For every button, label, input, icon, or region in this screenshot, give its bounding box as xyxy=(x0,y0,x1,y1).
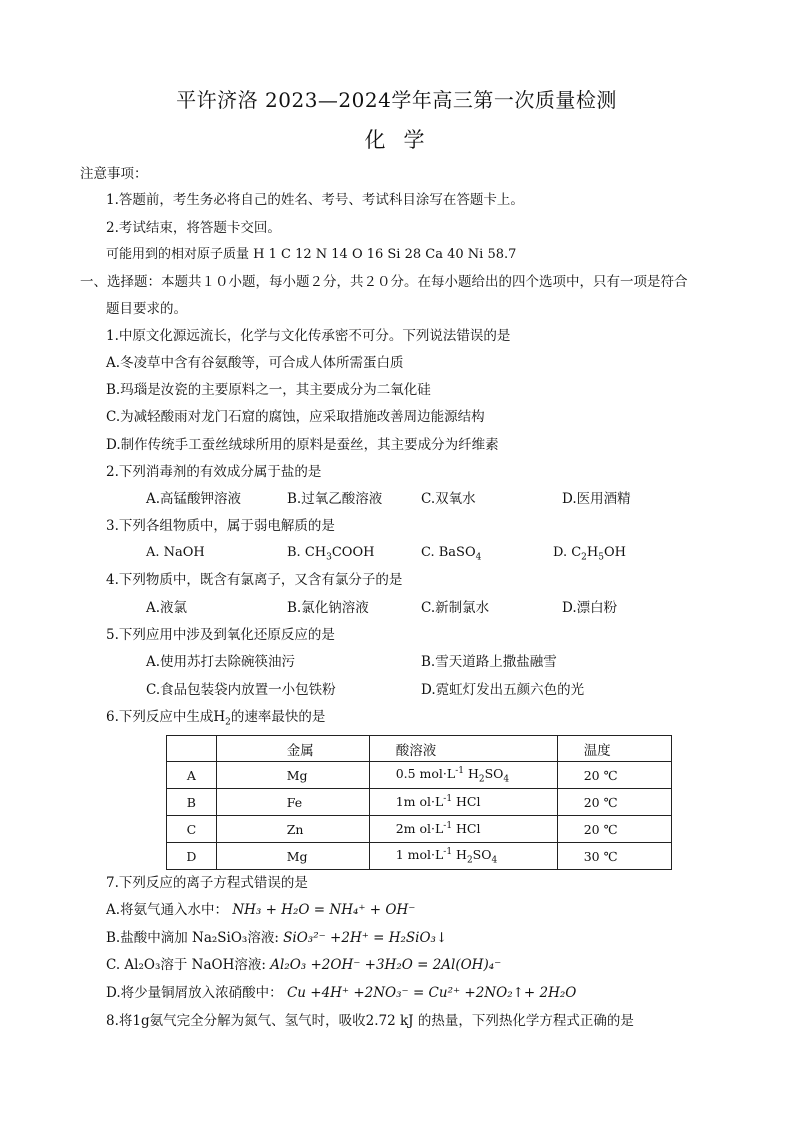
row-label: B xyxy=(167,789,217,816)
acid-sub1: 2 xyxy=(478,774,485,785)
q7-option-c xyxy=(106,956,501,974)
q3-c-sub: 4 xyxy=(475,552,482,563)
q3-c-text: C. BaSO xyxy=(421,545,476,560)
q4-stem: 4.下列物质中，既含有氯离子，又含有氯分子的是 xyxy=(106,572,403,588)
q5-option-c: C.食品包装袋内放置一小包铁粉 xyxy=(146,682,336,698)
acid-text: 0.5 mol·L xyxy=(395,765,456,781)
q1-option-b: B.玛瑙是汝瓷的主要原料之一，其主要成分为二氧化硅 xyxy=(106,382,431,398)
q3-d-sub1: 2 xyxy=(581,552,587,563)
notes-heading: 注意事项： xyxy=(80,166,148,182)
q7-b-text: B.盐酸中滴加 Na₂SiO₃溶液: xyxy=(106,930,279,946)
row-acid xyxy=(369,789,557,816)
q3-b-text2: COOH xyxy=(331,545,375,560)
notes-item-2: 2.考试结束，将答题卡交回。 xyxy=(106,220,281,236)
q5-option-b: B.雪天道路上撒盐融雪 xyxy=(421,654,557,670)
q6-header-blank xyxy=(167,736,217,762)
acid-text3: SO xyxy=(484,765,504,781)
q6-header-temp: 温度 xyxy=(557,736,671,762)
row-metal: Fe xyxy=(216,789,369,816)
q5-stem: 5.下列应用中涉及到氧化还原反应的是 xyxy=(106,627,335,643)
row-acid xyxy=(369,843,557,870)
q7-option-b xyxy=(106,929,447,947)
acid-text: 1m ol·L xyxy=(395,794,444,810)
q2-option-a: A.高锰酸钾溶液 xyxy=(146,491,242,507)
q5-option-d: D.霓虹灯发出五颜六色的光 xyxy=(421,682,585,698)
q7-a-equation: NH₃ + H₂O = NH₄⁺ + OH⁻ xyxy=(232,902,416,918)
acid-sub1: 2 xyxy=(466,855,473,866)
table-row xyxy=(167,816,672,843)
row-metal: Mg xyxy=(216,762,369,789)
row-temp: 20 ℃ xyxy=(557,816,671,843)
q4-option-d: D.漂白粉 xyxy=(562,600,618,616)
acid-text3: SO xyxy=(472,846,492,862)
q6-table-header xyxy=(167,736,672,762)
row-label: A xyxy=(167,762,217,789)
q1-option-d: D.制作传统手工蚕丝绒球所用的原料是蚕丝，其主要成分为纤维素 xyxy=(106,437,499,453)
q3-d-mid: H xyxy=(586,545,599,560)
row-temp: 30 ℃ xyxy=(557,843,671,870)
acid-sup: -1 xyxy=(443,794,453,805)
acid-text: 2m ol·L xyxy=(395,821,444,837)
q7-option-a xyxy=(106,901,415,919)
q3-d-text: D. C xyxy=(553,545,582,560)
q6-header-acid: 酸溶液 xyxy=(369,736,557,762)
notes-item-1: 1.答题前，考生务必将自己的姓名、考号、考试科目涂写在答题卡上。 xyxy=(106,192,524,208)
q6-stem xyxy=(106,708,325,732)
q1-stem: 1.中原文化源远流长，化学与文化传承密不可分。下列说法错误的是 xyxy=(106,328,511,344)
table-row xyxy=(167,843,672,870)
q1-option-c: C.为减轻酸雨对龙门石窟的腐蚀，应采取措施改善周边能源结构 xyxy=(106,409,485,425)
table-row xyxy=(167,789,672,816)
q2-stem: 2.下列消毒剂的有效成分属于盐的是 xyxy=(106,464,322,480)
q6-stem-text2: 的速率最快的是 xyxy=(230,709,326,725)
q4-option-c: C.新制氯水 xyxy=(421,600,490,616)
row-temp: 20 ℃ xyxy=(557,762,671,789)
q6-stem-text: 6.下列反应中生成H xyxy=(106,709,226,725)
exam-title: 平许济洛 2023—2024学年高三第一次质量检测 xyxy=(176,88,617,112)
acid-sup: -1 xyxy=(455,765,464,776)
q3-option-c xyxy=(421,544,481,567)
q3-b-sub: 3 xyxy=(326,552,332,563)
q8-stem: 8.将1g氨气完全分解为氮气、氢气时，吸收2.72 kJ 的热量，下列热化学方程式正确的是 xyxy=(106,1013,634,1029)
q1-option-a: A.冬凌草中含有谷氨酸等，可合成人体所需蛋白质 xyxy=(106,355,404,371)
q4-option-a: A.液氯 xyxy=(146,600,188,616)
q7-option-d xyxy=(106,984,576,1002)
section-intro-line-2: 题目要求的。 xyxy=(106,301,187,317)
q6-header-metal: 金属 xyxy=(216,736,369,762)
row-label: C xyxy=(167,816,217,843)
q6-stem-sub: 2 xyxy=(225,717,231,728)
acid-text2: HCl xyxy=(452,794,481,810)
row-metal: Zn xyxy=(216,816,369,843)
q7-a-text: A.将氨气通入水中： xyxy=(106,902,229,918)
acid-text2: H xyxy=(464,765,479,781)
acid-sub2: 4 xyxy=(503,774,510,785)
acid-text2: H xyxy=(452,846,467,862)
q2-option-c: C.双氧水 xyxy=(421,491,476,507)
row-label: D xyxy=(167,843,217,870)
q3-b-text: B. CH xyxy=(287,545,327,560)
q3-d-sub2: 5 xyxy=(598,552,604,563)
q7-stem: 7.下列反应的离子方程式错误的是 xyxy=(106,875,308,891)
acid-text2: HCl xyxy=(452,821,481,837)
q3-option-b xyxy=(287,544,374,567)
acid-sup: -1 xyxy=(443,821,453,832)
q7-d-text: D.将少量铜屑放入浓硝酸中： xyxy=(106,985,283,1001)
q7-c-equation: Al₂O₃ +2OH⁻ +3H₂O = 2Al(OH)₄⁻ xyxy=(270,957,502,973)
table-row xyxy=(167,762,672,789)
q3-d-text2: OH xyxy=(603,545,626,560)
q7-d-equation: Cu +4H⁺ +2NO₃⁻ = Cu²⁺ +2NO₂↑+ 2H₂O xyxy=(286,985,577,1001)
q7-c-text: C. Al₂O₃溶于 NaOH溶液: xyxy=(106,957,266,973)
row-acid xyxy=(369,762,557,789)
section-intro-line-1: 一、选择题：本题共１０小题，每小题２分，共２０分。在每小题给出的四个选项中，只有一项是符合 xyxy=(80,274,688,290)
q4-option-b: B.氯化钠溶液 xyxy=(287,600,369,616)
q2-option-d: D.医用酒精 xyxy=(562,491,631,507)
row-metal: Mg xyxy=(216,843,369,870)
subject-title: 化学 xyxy=(364,128,443,152)
atomic-masses: 可能用到的相对原子质量 H 1 C 12 N 14 O 16 Si 28 Ca 40 Ni 58.7 xyxy=(106,247,517,262)
q3-stem: 3.下列各组物质中，属于弱电解质的是 xyxy=(106,518,335,534)
q2-option-b: B.过氧乙酸溶液 xyxy=(287,491,383,507)
q3-option-a: A. NaOH xyxy=(146,545,205,560)
acid-text: 1 mol·L xyxy=(395,846,444,862)
row-acid xyxy=(369,816,557,843)
acid-sub2: 4 xyxy=(491,855,498,866)
q5-option-a: A.使用苏打去除碗筷油污 xyxy=(146,654,296,670)
row-temp: 20 ℃ xyxy=(557,789,671,816)
q6-table xyxy=(166,735,672,870)
acid-sup: -1 xyxy=(443,846,453,857)
q3-option-d xyxy=(553,544,626,567)
q7-b-equation: SiO₃²⁻ +2H⁺ = H₂SiO₃↓ xyxy=(283,930,448,946)
